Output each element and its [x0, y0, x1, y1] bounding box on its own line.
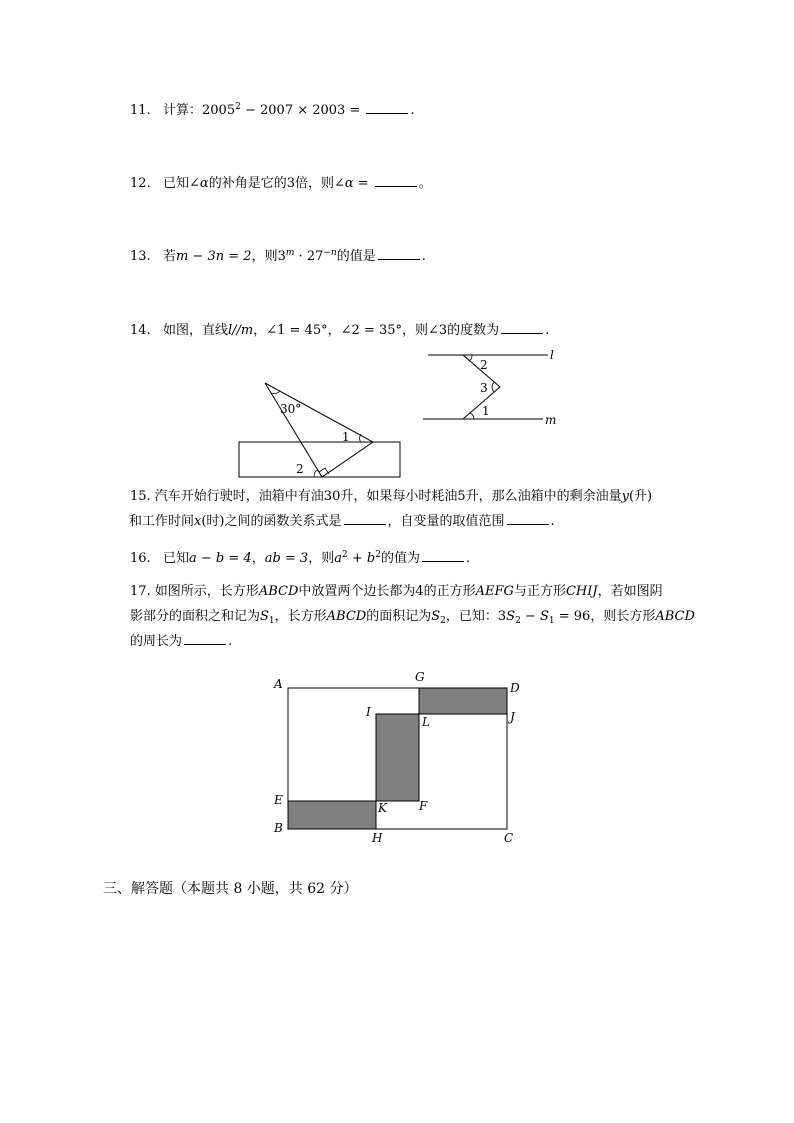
- answer-blank: [501, 321, 543, 334]
- section-heading: 三、解答题（本题共 8 小题，共 62 分）: [103, 881, 358, 897]
- angle-2-label: 2: [296, 462, 304, 476]
- angle-3-label: 3: [480, 381, 488, 395]
- question-15: 15. 汽车开始行驶时，油箱中有油30升，如果每小时耗油5升，那么油箱中的剩余油量y(升) 和工作时间x(时)之间的函数关系式是 ，自变量的取值范围 .: [129, 489, 653, 529]
- angle-2-label: 2: [480, 358, 488, 372]
- label-k: K: [378, 801, 387, 815]
- question-17: 17. 如图所示，长方形ABCD中放置两个边长都为4的正方形AEFG与正方形CHIJ，若如图阴 影部分的面积之和记为$S_1$，长方形ABCD的面积记为$S_2$，已知：$3S_2 - S_1 = 96$，则长方形ABCD 的周长为 .: [130, 584, 695, 649]
- angle-1-arc: [470, 413, 474, 419]
- question-14: 14. 如图，直线l//m，∠1 = 45°，∠2 = 35°，则∠3的度数为 .: [130, 321, 549, 341]
- shaded-region-gd: [419, 688, 507, 714]
- answer-blank: [378, 247, 420, 260]
- figure-parallel-lines: [420, 345, 570, 430]
- label-i: I: [366, 705, 371, 719]
- angle-1-label: 1: [342, 430, 350, 444]
- question-number: 14.: [130, 323, 151, 338]
- angle-30-label: 30°: [280, 402, 302, 416]
- question-number: 12.: [130, 176, 151, 191]
- figure-triangle-ruler: [230, 375, 410, 485]
- label-a: A: [274, 677, 283, 691]
- question-12: 12. 已知∠α的补角是它的3倍，则∠α = 。: [130, 174, 432, 194]
- question-number: 13.: [130, 249, 151, 264]
- label-m: m: [545, 413, 557, 427]
- label-d: D: [510, 681, 520, 695]
- angle-2-arc: [314, 470, 318, 477]
- label-b: B: [274, 821, 283, 835]
- angle-30-arc: [271, 391, 280, 394]
- label-l: l: [550, 348, 554, 362]
- label-c: C: [504, 831, 514, 845]
- triangle: [265, 383, 373, 477]
- figure-rectangle-abcd: [268, 668, 528, 848]
- label-l: L: [422, 715, 430, 729]
- question-number: 16.: [130, 551, 151, 566]
- answer-blank: [184, 632, 226, 645]
- label-h: H: [372, 831, 383, 845]
- question-number: 11.: [130, 103, 151, 118]
- shaded-region-eb: [288, 801, 376, 829]
- angle-1-label: 1: [482, 404, 490, 418]
- answer-blank: [344, 512, 386, 525]
- label-g: G: [415, 670, 425, 684]
- answer-blank: [507, 512, 549, 525]
- answer-blank: [422, 549, 464, 562]
- answer-blank: [375, 174, 417, 187]
- answer-blank: [366, 101, 408, 114]
- question-11: 11. 计算：$2005^2 - 2007 \times 2003$ = .: [130, 101, 415, 121]
- question-13: 13. 若m − 3n = 2，则$3^m \cdot 27^{-n}$的值是 .: [130, 247, 426, 267]
- question-16: 16. 已知a − b = 4，ab = 3，则$a^2 + b^2$的值为 .: [130, 549, 470, 569]
- label-j: J: [510, 710, 515, 724]
- label-f: F: [419, 799, 428, 813]
- label-e: E: [274, 793, 283, 807]
- shaded-region-il: [376, 714, 419, 801]
- angle-3-arc: [492, 382, 494, 392]
